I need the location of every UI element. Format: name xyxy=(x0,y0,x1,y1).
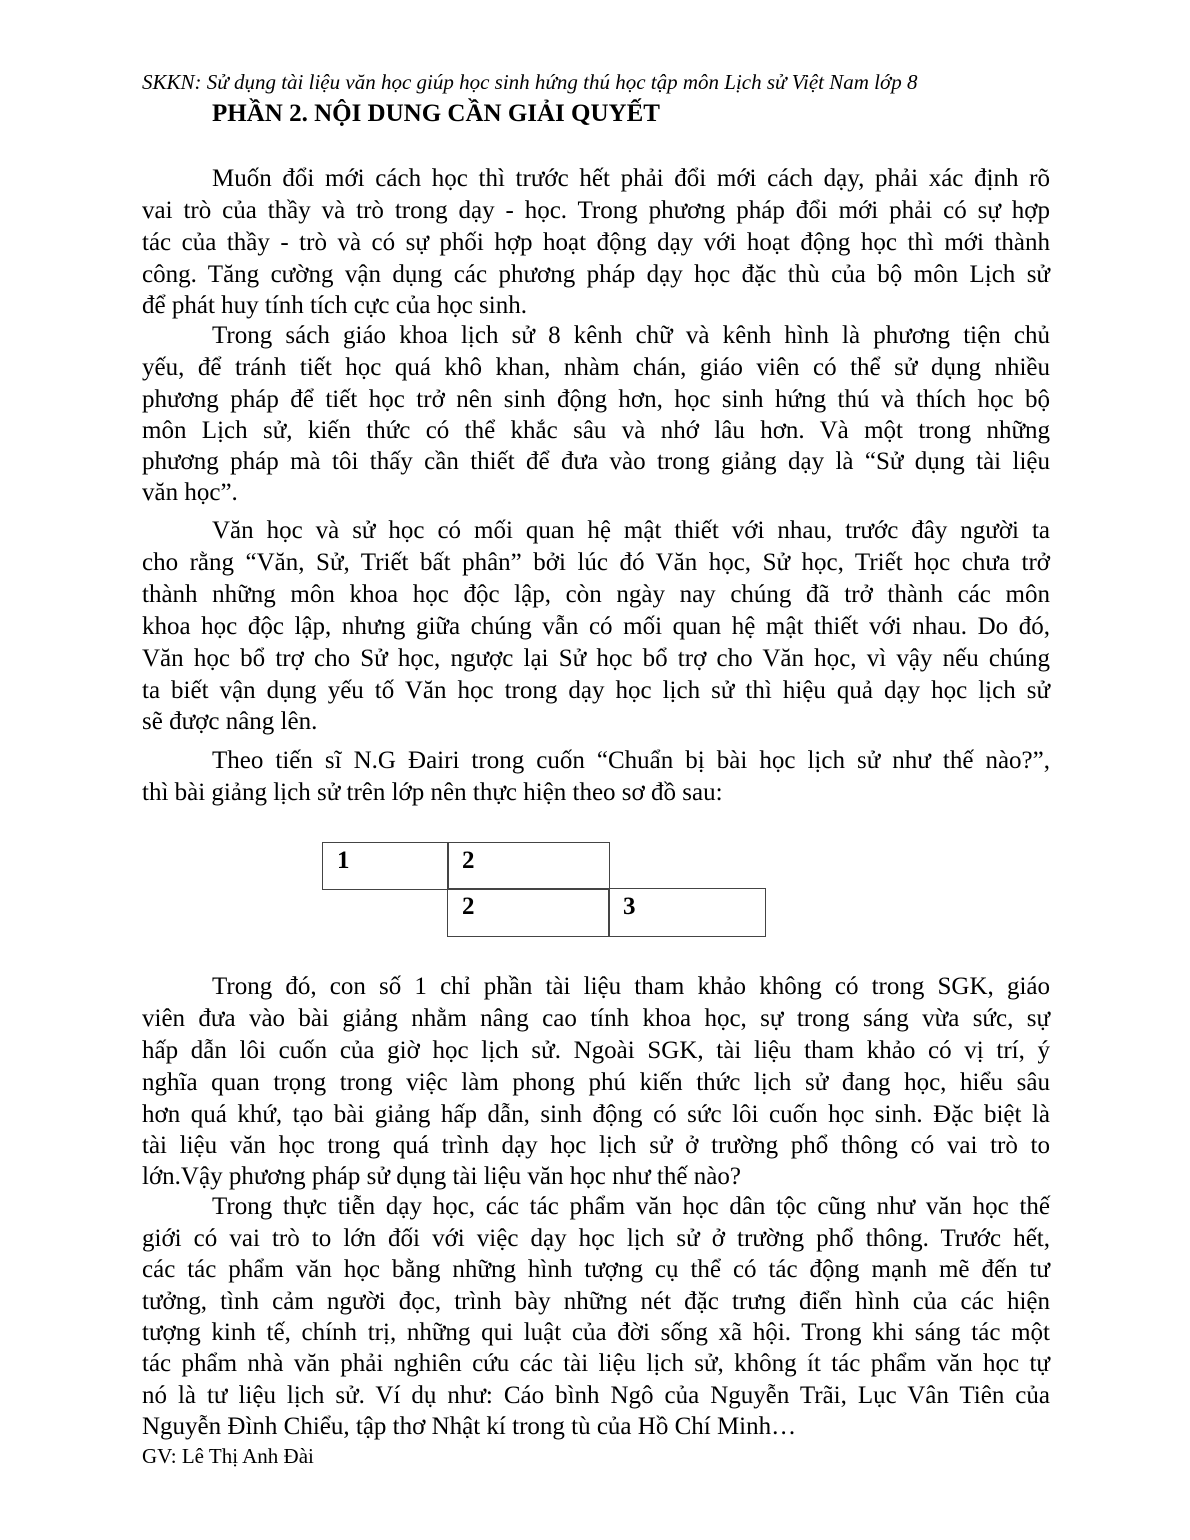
text-line: Trong thực tiễn dạy học, các tác phẩm văn học dân tộc cũng như văn học thế xyxy=(212,1193,1050,1220)
diagram-cell-2-bottom: 2 xyxy=(447,888,610,937)
text-line: cho rằng “Văn, Sử, Triết bất phân” bởi lúc đó Văn học, Sử học, Triết học chưa trở xyxy=(142,549,1050,576)
text-line: nó là tư liệu lịch sử. Ví dụ như: Cáo bình Ngô của Nguyễn Trãi, Lục Vân Tiên của xyxy=(142,1382,1050,1409)
text-line: văn học”. xyxy=(142,479,238,506)
text-line: Nguyễn Đình Chiểu, tập thơ Nhật kí trong tù của Hồ Chí Minh… xyxy=(142,1413,797,1440)
text-line: khoa học độc lập, nhưng giữa chúng vẫn có mối quan hệ mật thiết với nhau. Do đó, xyxy=(142,613,1050,640)
text-line: hơn quá khứ, tạo bài giảng hấp dẫn, sinh động có sức lôi cuốn học sinh. Đặc biệt là xyxy=(142,1101,1050,1128)
diagram-cell-3: 3 xyxy=(608,888,766,937)
text-line: phương pháp để tiết học trở nên sinh động hơn, học sinh hứng thú và thích học bộ xyxy=(142,386,1050,413)
text-line: ta biết vận dụng yếu tố Văn học trong dạy học lịch sử thì hiệu quả dạy học lịch sử xyxy=(142,677,1050,704)
text-line: thì bài giảng lịch sử trên lớp nên thực hiện theo sơ đồ sau: xyxy=(142,779,723,806)
text-line: để phát huy tính tích cực của học sinh. xyxy=(142,292,527,319)
text-line: yếu, để tránh tiết học quá khô khan, nhàm chán, giáo viên có thể sử dụng nhiều xyxy=(142,354,1050,381)
text-line: Trong đó, con số 1 chỉ phần tài liệu tham khảo không có trong SGK, giáo xyxy=(212,973,1050,1000)
text-line: tác của thầy - trò và có sự phối hợp hoạt động dạy với hoạt động học thì mới thành xyxy=(142,229,1050,256)
text-line: Muốn đổi mới cách học thì trước hết phải đổi mới cách dạy, phải xác định rõ xyxy=(212,165,1050,192)
section-title: PHẦN 2. NỘI DUNG CẦN GIẢI QUYẾT xyxy=(212,100,660,127)
text-line: tác phẩm nhà văn phải nghiên cứu các tài liệu lịch sử, không ít tác phẩm văn học tự xyxy=(142,1350,1050,1377)
text-line: tượng kinh tế, chính trị, những qui luật của đời sống xã hội. Trong khi sáng tác một xyxy=(142,1319,1050,1346)
text-line: Văn học bổ trợ cho Sử học, ngược lại Sử học bổ trợ cho Văn học, vì vậy nếu chúng xyxy=(142,645,1050,672)
text-line: tưởng, tình cảm người đọc, trình bày những nét đặc trưng điển hình của các hiện xyxy=(142,1288,1050,1315)
text-line: Trong sách giáo khoa lịch sử 8 kênh chữ và kênh hình là phương tiện chủ xyxy=(212,322,1050,349)
text-line: hấp dẫn lôi cuốn của giờ học lịch sử. Ngoài SGK, tài liệu tham khảo có vị trí, ý xyxy=(142,1037,1050,1064)
text-line: Theo tiến sĩ N.G Đairi trong cuốn “Chuẩn bị bài học lịch sử như thế nào?”, xyxy=(212,747,1050,774)
text-line: sẽ được nâng lên. xyxy=(142,708,318,735)
text-line: giới có vai trò to lớn đối với việc dạy học lịch sử ở trường phổ thông. Trước hết, xyxy=(142,1225,1050,1252)
text-line: viên đưa vào bài giảng nhằm nâng cao tính khoa học, sự trong sáng vừa sức, sự xyxy=(142,1005,1050,1032)
text-line: công. Tăng cường vận dụng các phương pháp dạy học đặc thù của bộ môn Lịch sử xyxy=(142,261,1050,288)
text-line: phương pháp mà tôi thấy cần thiết để đưa vào trong giảng dạy là “Sử dụng tài liệu xyxy=(142,448,1050,475)
text-line: Văn học và sử học có mối quan hệ mật thiết với nhau, trước đây người ta xyxy=(212,517,1050,544)
text-line: vai trò của thầy và trò trong dạy - học. Trong phương pháp đổi mới phải có sự hợp xyxy=(142,197,1050,224)
text-line: lớn.Vậy phương pháp sử dụng tài liệu văn học như thế nào? xyxy=(142,1163,741,1190)
text-line: thành những môn khoa học độc lập, còn ngày nay chúng đã trở thành các môn xyxy=(142,581,1050,608)
text-line: tài liệu văn học trong quá trình dạy học lịch sử ở trường phổ thông có vai trò to xyxy=(142,1132,1050,1159)
page-footer-author: GV: Lê Thị Anh Đài xyxy=(142,1444,314,1468)
running-header: SKKN: Sử dụng tài liệu văn học giúp học sinh hứng thú học tập môn Lịch sử Việt Nam lớp 8 xyxy=(142,70,918,94)
diagram-cell-2-top: 2 xyxy=(447,842,610,890)
text-line: nghĩa quan trọng trong việc làm phong phú kiến thức lịch sử đang học, hiểu sâu xyxy=(142,1069,1050,1096)
text-line: môn Lịch sử, kiến thức có thể khắc sâu và nhớ lâu hơn. Và một trong những xyxy=(142,417,1050,444)
text-line: các tác phẩm văn học bằng những hình tượng cụ thể có tác động mạnh mẽ đến tư xyxy=(142,1256,1050,1283)
diagram-cell-1: 1 xyxy=(322,842,449,890)
